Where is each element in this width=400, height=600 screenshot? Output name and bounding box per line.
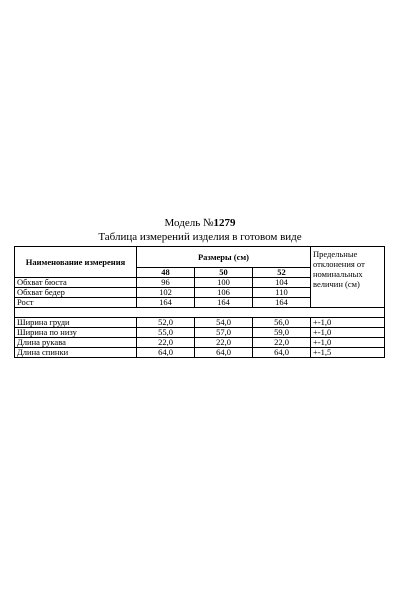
header-measurement-name: Наименование измерения xyxy=(15,247,137,278)
cell-value: 22,0 xyxy=(137,338,195,348)
table-row xyxy=(15,318,385,328)
size-50: 50 xyxy=(195,268,253,278)
row-label: Обхват бюста xyxy=(15,278,137,288)
cell-value: 106 xyxy=(195,288,253,298)
row-label: Рост xyxy=(15,298,137,308)
cell-value: 100 xyxy=(195,278,253,288)
cell-deviation: +-1,5 xyxy=(311,348,385,358)
header-deviation: Предельные отклонения от номинальных величин (см) xyxy=(311,247,385,308)
model-prefix: Модель № xyxy=(164,217,214,229)
cell-value: 55,0 xyxy=(137,328,195,338)
measurement-table xyxy=(14,246,385,358)
table-subtitle: Таблица измерений изделия в готовом виде xyxy=(98,231,302,243)
cell-value: 59,0 xyxy=(253,328,311,338)
table-row xyxy=(15,348,385,358)
spacer-row xyxy=(15,308,385,318)
cell-deviation: +-1,0 xyxy=(311,338,385,348)
cell-value: 64,0 xyxy=(137,348,195,358)
model-title xyxy=(0,216,400,230)
model-number: 1279 xyxy=(213,217,236,229)
cell-value: 22,0 xyxy=(195,338,253,348)
row-label: Длина рукава xyxy=(15,338,137,348)
size-52: 52 xyxy=(253,268,311,278)
row-label: Длина спинки xyxy=(15,348,137,358)
cell-value: 96 xyxy=(137,278,195,288)
cell-value: 164 xyxy=(195,298,253,308)
header-row xyxy=(15,247,385,268)
cell-value: 104 xyxy=(253,278,311,288)
cell-value: 64,0 xyxy=(195,348,253,358)
cell-value: 57,0 xyxy=(195,328,253,338)
table-row xyxy=(15,338,385,348)
size-48: 48 xyxy=(137,268,195,278)
cell-deviation: +-1,0 xyxy=(311,328,385,338)
cell-value: 102 xyxy=(137,288,195,298)
row-label: Обхват бедер xyxy=(15,288,137,298)
cell-value: 164 xyxy=(137,298,195,308)
cell-value: 110 xyxy=(253,288,311,298)
cell-value: 54,0 xyxy=(195,318,253,328)
cell-deviation: +-1,0 xyxy=(311,318,385,328)
row-label: Ширина груди xyxy=(15,318,137,328)
title-block xyxy=(0,216,400,244)
cell-value: 52,0 xyxy=(137,318,195,328)
cell-value: 56,0 xyxy=(253,318,311,328)
cell-value: 164 xyxy=(253,298,311,308)
table-row xyxy=(15,328,385,338)
row-label: Ширина по низу xyxy=(15,328,137,338)
spacer-cell xyxy=(15,308,385,318)
cell-value: 64,0 xyxy=(253,348,311,358)
header-sizes: Размеры (см) xyxy=(137,247,311,268)
cell-value: 22,0 xyxy=(253,338,311,348)
